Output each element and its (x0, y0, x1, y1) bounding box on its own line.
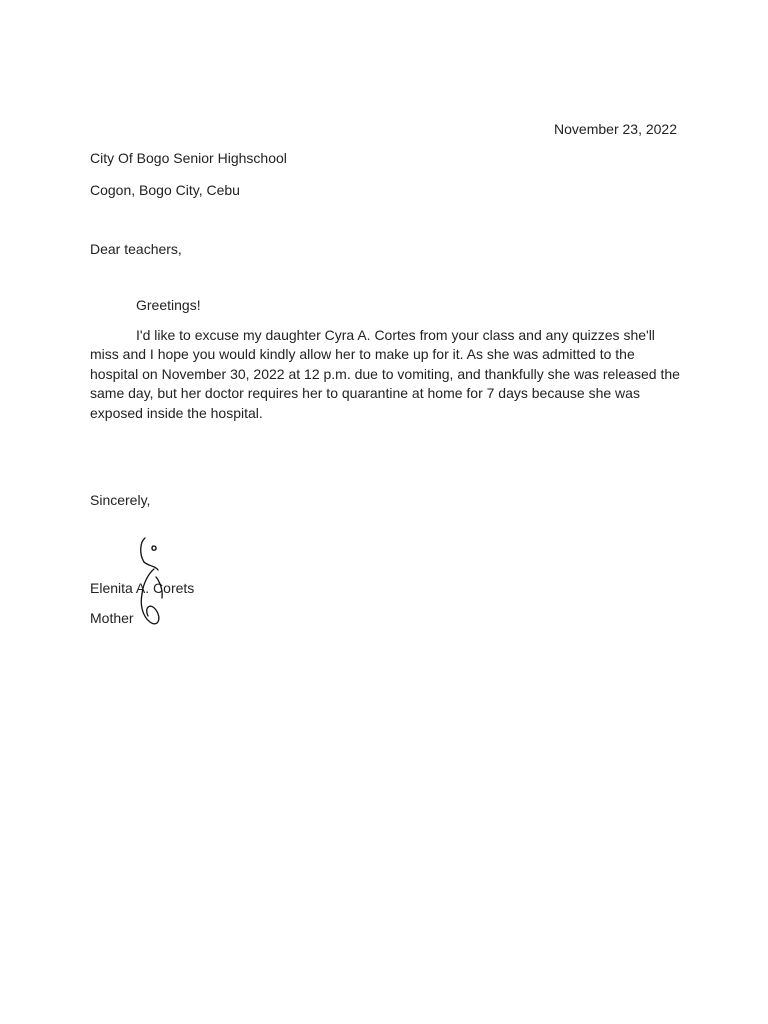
greeting: Greetings! (136, 297, 201, 313)
closing: Sincerely, (90, 492, 151, 508)
salutation: Dear teachers, (90, 241, 182, 257)
letter-body: I'd like to excuse my daughter Cyra A. Cortes from your class and any quizzes she'll miss and I hope you would kindly allow her to make up for it. As she was admitted to the hospital on November 30, 2022 at 12 p.m. due to vomiting, and thankfully she was released the same day, but her doctor requires her to quarantine at home for 7 days because she was exposed inside the hospital. (90, 327, 680, 421)
recipient-school: City Of Bogo Senior Highschool (90, 150, 287, 166)
signer-name: Elenita A. Corets (90, 580, 195, 596)
recipient-address: Cogon, Bogo City, Cebu (90, 182, 240, 198)
signer-role: Mother (90, 610, 134, 626)
letter-date: November 23, 2022 (554, 121, 677, 137)
